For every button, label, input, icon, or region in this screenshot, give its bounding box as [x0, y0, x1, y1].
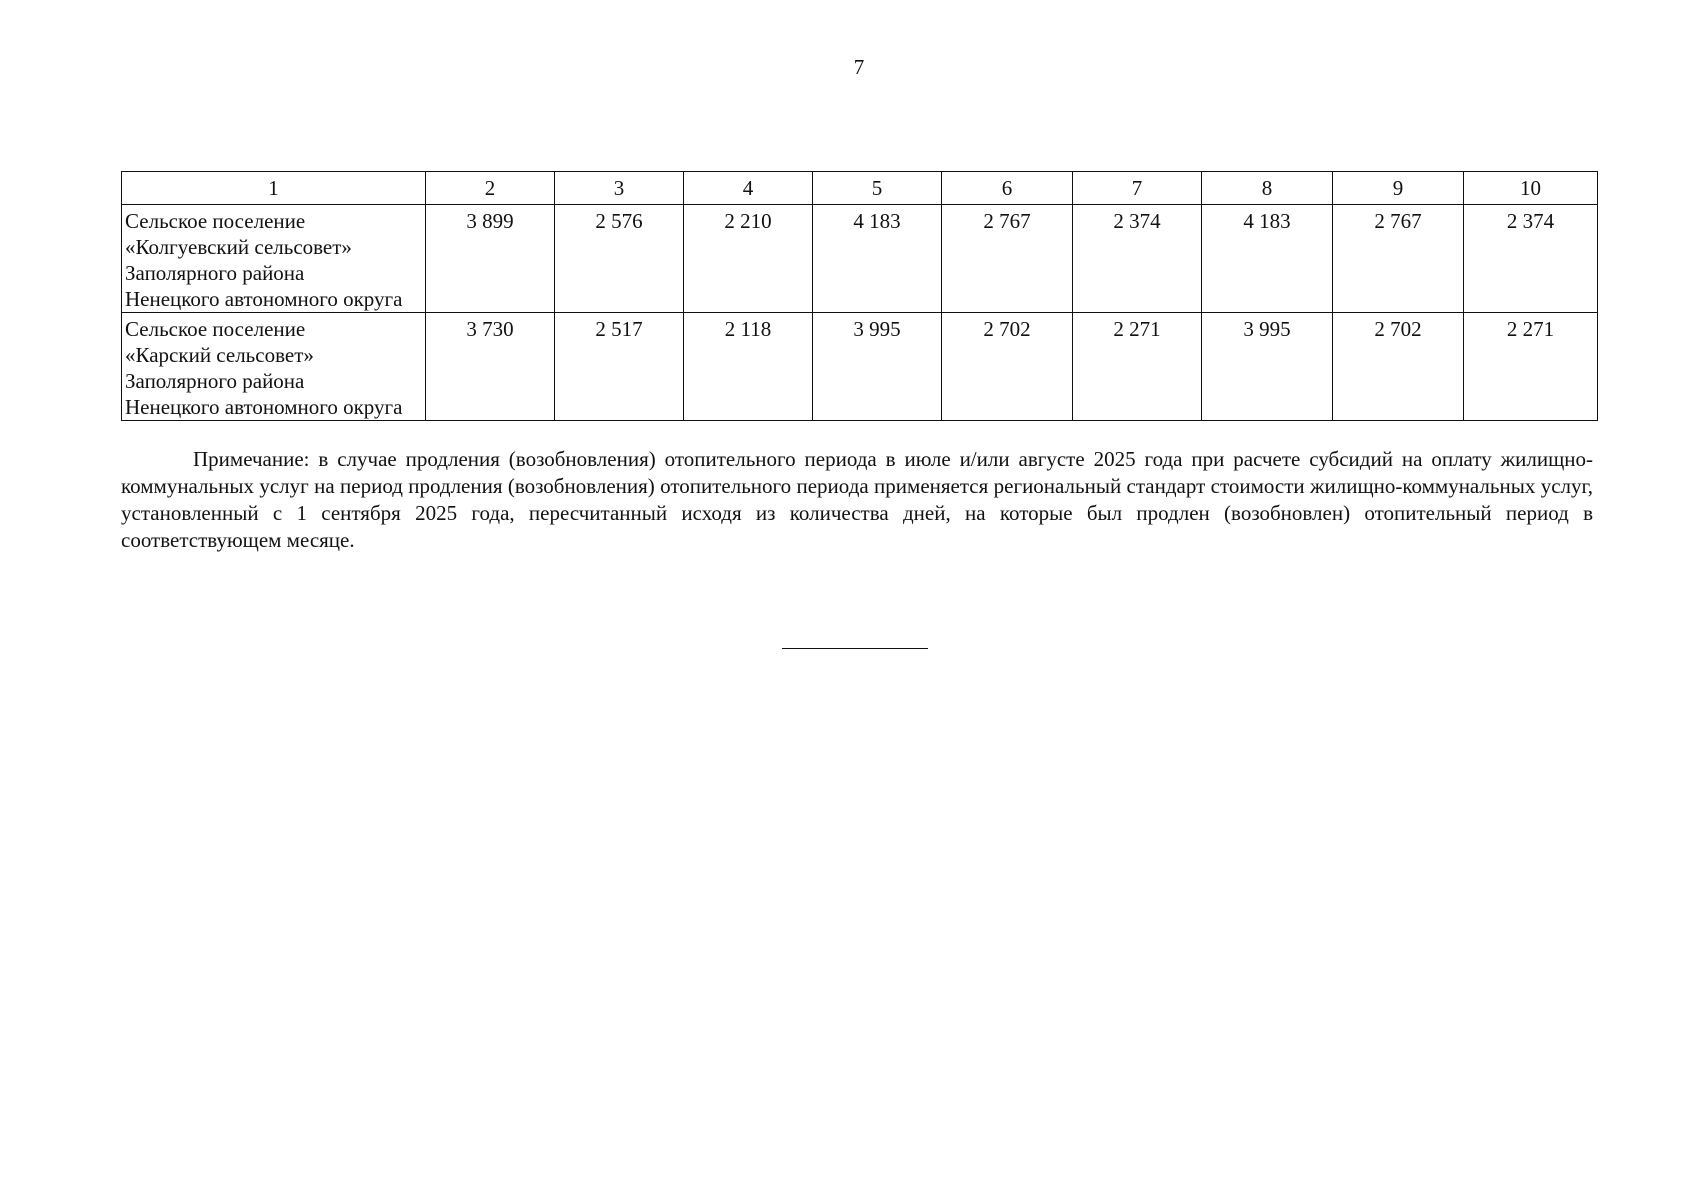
column-header: 7 — [1073, 172, 1202, 205]
settlement-name-cell — [122, 205, 426, 313]
value-cell: 2 374 — [1464, 205, 1598, 313]
column-header: 3 — [555, 172, 684, 205]
column-header: 8 — [1202, 172, 1333, 205]
value-cell: 4 183 — [813, 205, 942, 313]
settlement-name-line: Ненецкого автономного округа — [125, 287, 403, 311]
settlement-name-line: Ненецкого автономного округа — [125, 395, 403, 419]
settlement-name-cell — [122, 313, 426, 421]
value-cell: 3 995 — [813, 313, 942, 421]
column-header: 6 — [942, 172, 1073, 205]
column-header: 2 — [426, 172, 555, 205]
value-cell: 2 118 — [684, 313, 813, 421]
value-cell: 2 210 — [684, 205, 813, 313]
value-cell: 2 702 — [1333, 313, 1464, 421]
value-cell: 2 767 — [942, 205, 1073, 313]
settlement-name-line: Заполярного района — [125, 369, 305, 393]
column-header: 5 — [813, 172, 942, 205]
table-header-row — [122, 172, 1598, 205]
column-header: 4 — [684, 172, 813, 205]
data-table — [121, 171, 1598, 421]
value-cell: 3 730 — [426, 313, 555, 421]
value-cell: 2 702 — [942, 313, 1073, 421]
value-cell: 3 899 — [426, 205, 555, 313]
column-header: 1 — [122, 172, 426, 205]
value-cell: 2 271 — [1073, 313, 1202, 421]
settlement-name-line: Сельское поселение — [125, 317, 306, 341]
column-header: 10 — [1464, 172, 1598, 205]
table-row — [122, 205, 1598, 313]
note-paragraph: Примечание: в случае продления (возобновления) отопительного периода в июле и/или августе 2025 года при расчете субсидий на оплату жилищно-коммунальных услуг на период продления (возобновления) отопительного периода применяется региональный стандарт стоимости жилищно-коммунальных услуг, установленный с 1 сентября 2025 года, пересчитанный исходя из количества дней, на которые был продлен (возобновлен) отопительный период в соответствующем месяце. — [121, 447, 1593, 552]
column-header: 9 — [1333, 172, 1464, 205]
value-cell: 2 767 — [1333, 205, 1464, 313]
settlement-name-line: «Колгуевский сельсовет» — [125, 235, 352, 259]
settlement-name-line: Заполярного района — [125, 261, 305, 285]
end-divider — [782, 648, 928, 649]
value-cell: 3 995 — [1202, 313, 1333, 421]
value-cell: 4 183 — [1202, 205, 1333, 313]
settlement-name-line: Сельское поселение — [125, 209, 306, 233]
table-row — [122, 313, 1598, 421]
value-cell: 2 517 — [555, 313, 684, 421]
value-cell: 2 271 — [1464, 313, 1598, 421]
settlement-name-line: «Карский сельсовет» — [125, 343, 314, 367]
page-number: 7 — [853, 55, 865, 79]
value-cell: 2 374 — [1073, 205, 1202, 313]
value-cell: 2 576 — [555, 205, 684, 313]
